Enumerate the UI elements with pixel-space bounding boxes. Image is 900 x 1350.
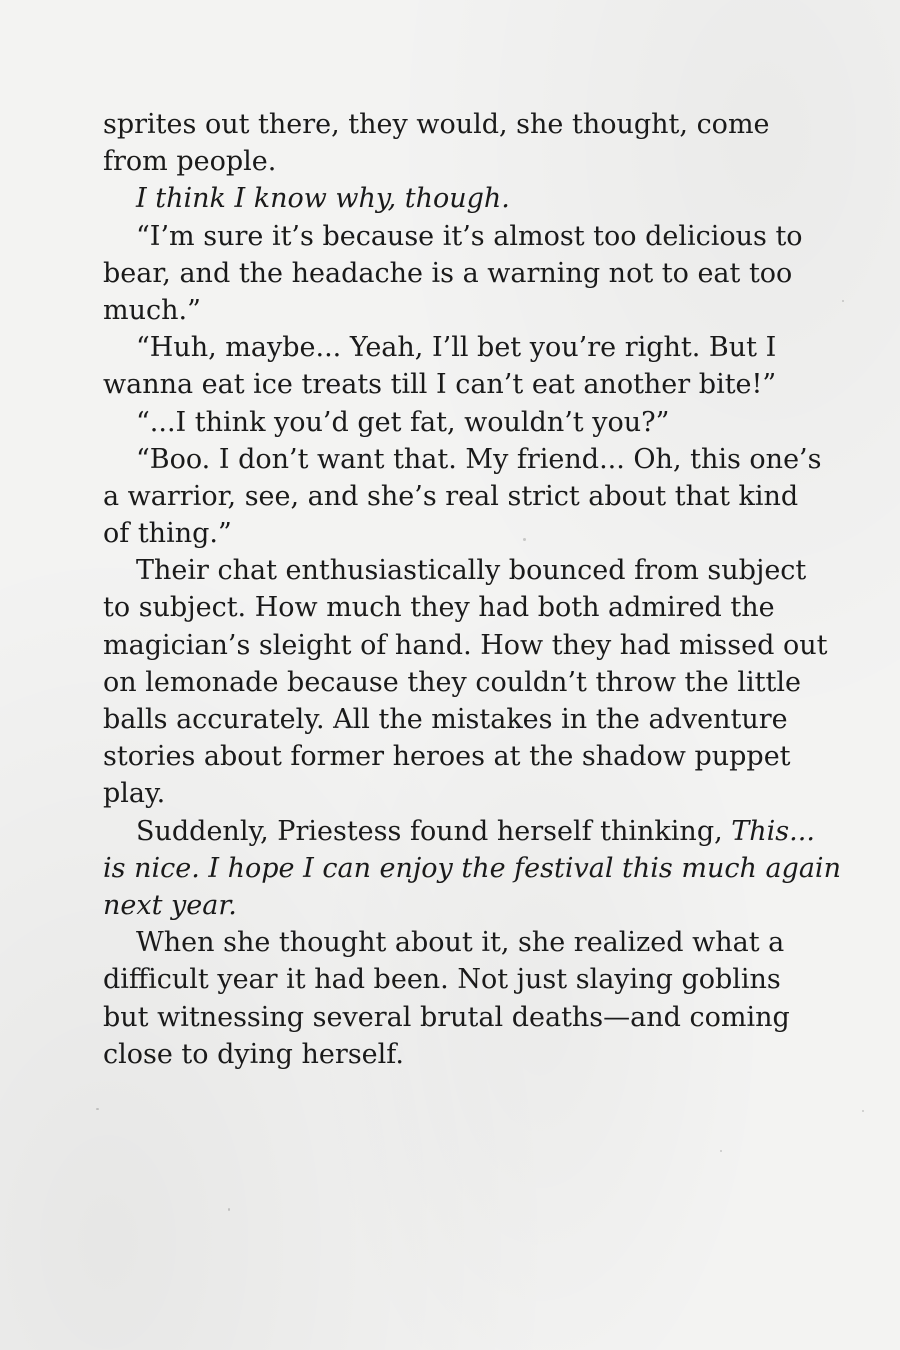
- text-line: [103, 255, 803, 292]
- text-segment: “I’m sure it’s because it’s almost too delicious to: [136, 220, 803, 252]
- italic-thought: next year.: [103, 889, 237, 921]
- text-line: [103, 218, 803, 255]
- text-segment: Suddenly, Priestess found herself thinking,: [136, 815, 732, 847]
- text-segment: a warrior, see, and she’s real strict about that kind: [103, 480, 799, 512]
- text-line: [103, 738, 803, 775]
- text-segment: sprites out there, they would, she thought, come: [103, 109, 770, 140]
- text-line: [103, 924, 803, 961]
- text-line: [103, 701, 803, 738]
- text-segment: of thing.”: [103, 518, 232, 550]
- text-line: [103, 552, 807, 589]
- text-segment: but witnessing several brutal deaths—and coming: [103, 1001, 790, 1033]
- text-line: [103, 850, 841, 887]
- text-segment: When she thought about it, she realized what a: [136, 927, 785, 959]
- text-line: [103, 329, 803, 366]
- text-line: [103, 478, 803, 515]
- text-line: [103, 627, 828, 664]
- text-segment: on lemonade because they couldn’t throw the little: [103, 666, 801, 698]
- text-segment: “Boo. I don’t want that. My friend... Oh, this one’s: [136, 443, 822, 475]
- text-segment: “Huh, maybe... Yeah, I’ll bet you’re right. But I: [136, 332, 777, 364]
- italic-thought: is nice. I hope I can enjoy the festival this much again: [103, 852, 841, 884]
- text-segment: stories about former heroes at the shadow puppet: [103, 741, 791, 773]
- text-segment: “...I think you’d get fat, wouldn’t you?”: [136, 406, 670, 438]
- text-segment: close to dying herself.: [103, 1038, 404, 1070]
- text-segment: balls accurately. All the mistakes in the adventure: [103, 704, 788, 735]
- paper-speck: [842, 300, 844, 302]
- italic-thought: This...: [731, 815, 815, 847]
- text-line: [103, 999, 803, 1036]
- text-segment: magician’s sleight of hand. How they had missed out: [103, 629, 828, 661]
- text-segment: bear, and the headache is a warning not to eat too: [103, 257, 793, 289]
- text-line: [103, 180, 803, 217]
- text-line: [103, 106, 803, 143]
- text-line: [103, 1036, 803, 1073]
- text-segment: Their chat enthusiastically bounced from subject: [136, 555, 807, 587]
- paper-speck: [720, 1150, 722, 1152]
- paper-speck: [228, 1208, 230, 1211]
- paper-speck: [96, 1108, 99, 1110]
- text-line: [103, 404, 803, 441]
- text-line: [103, 961, 803, 998]
- text-line: [103, 887, 803, 924]
- text-segment: much.”: [103, 294, 201, 326]
- text-line: [103, 589, 803, 626]
- text-segment: difficult year it had been. Not just slaying goblins: [103, 964, 781, 996]
- text-line: [103, 813, 815, 850]
- text-line: [103, 515, 803, 552]
- text-line: [103, 143, 803, 180]
- text-segment: wanna eat ice treats till I can’t eat another bite!”: [103, 369, 777, 401]
- text-segment: play.: [103, 778, 166, 810]
- text-line: [103, 775, 803, 812]
- text-line: [103, 366, 803, 403]
- text-line: [103, 441, 822, 478]
- text-segment: to subject. How much they had both admired the: [103, 592, 775, 624]
- paper-speck: [862, 1110, 864, 1112]
- italic-thought: I think I know why, though.: [136, 183, 510, 215]
- text-line: [103, 292, 803, 329]
- text-line: [103, 664, 803, 701]
- body-text: [103, 106, 841, 1073]
- text-segment: from people.: [103, 146, 277, 178]
